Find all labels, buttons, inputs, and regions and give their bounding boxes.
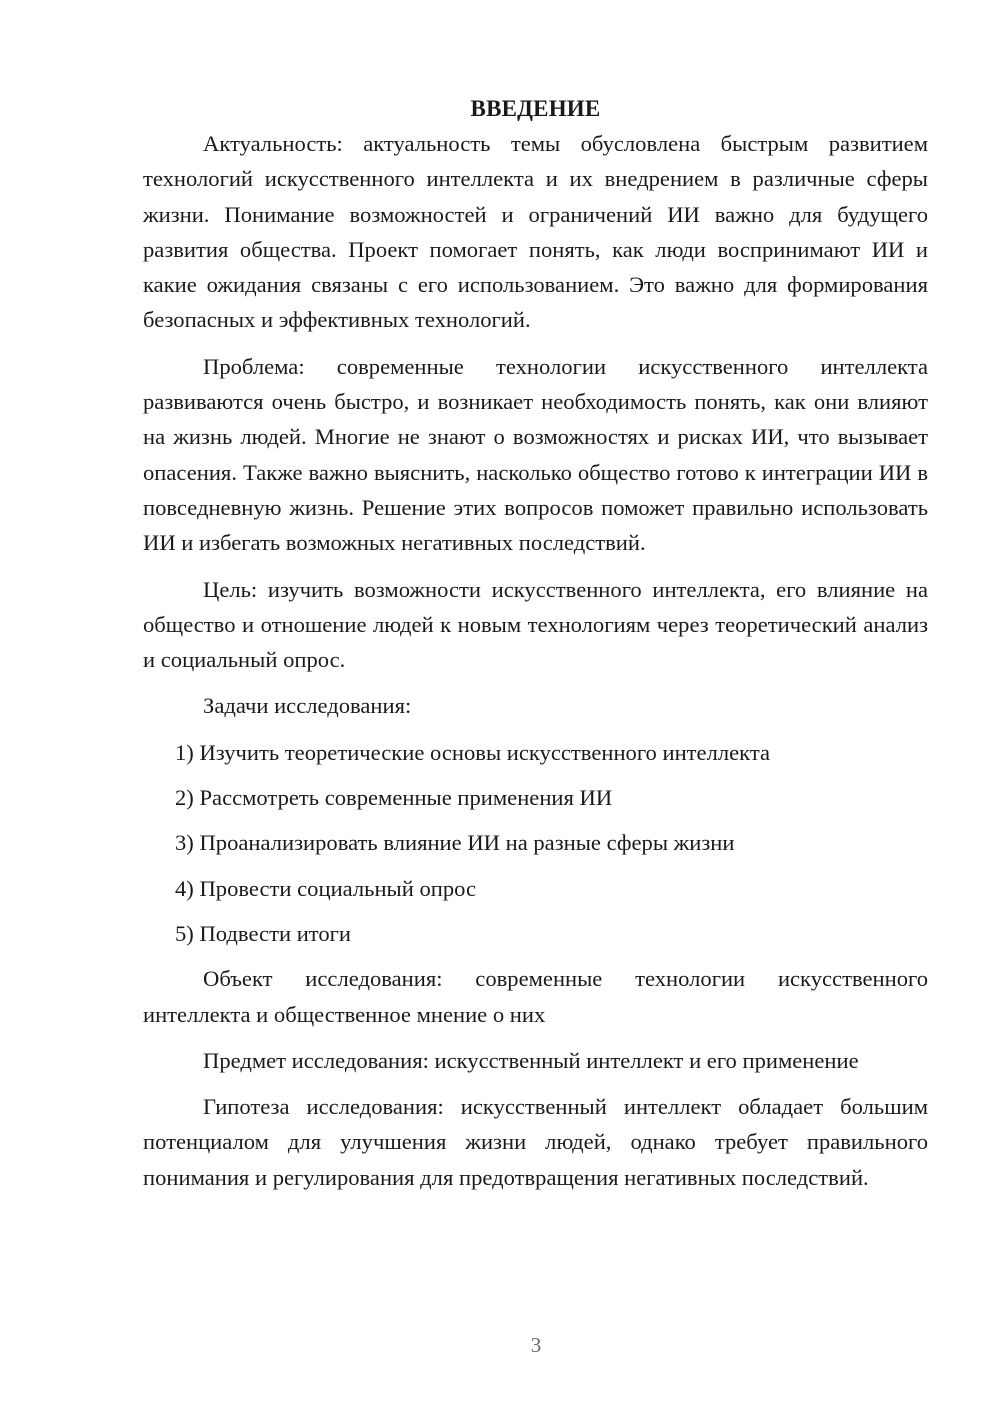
paragraph-subject: Предмет исследования: искусственный интеллект и его применение [203,1047,859,1073]
paragraph-hypothesis: Гипотеза исследования: искусственный интеллект обладает большим потенциалом для улучшения жизни людей, однако требует правильного понимания и регулирования для предотвращения негативных последствий. [143,1094,928,1190]
list-item: 3) Проанализировать влияние ИИ на разные сферы жизни [175,830,735,856]
spacer [143,1078,928,1089]
page-body [143,92,928,1195]
spacer [143,338,928,349]
list-item: 4) Провести социальный опрос [175,875,477,901]
spacer [143,1032,928,1043]
spacer [143,724,928,735]
paragraph-relevance: Актуальность: актуальность темы обусловлена быстрым развитием технологий искусственного интеллекта и их внедрением в различные сферы жизни. Понимание возможностей и ограничений ИИ важно для будущего развития общества. Проект помогает понять, как люди воспринимают ИИ и какие ожидания связаны с его использованием. Это важно для формирования безопасных и эффективных технологий. [143,131,928,333]
tasks-list [143,735,928,951]
list-item: 1) Изучить теоретические основы искусственного интеллекта [175,739,771,765]
paragraph-problem: Проблема: современные технологии искусственного интеллекта развиваются очень быстро, и возникает необходимость понять, как они влияют на жизнь людей. Многие не знают о возможностях и рисках ИИ, что вызывает опасения. Также важно выяснить, насколько общество готово к интеграции ИИ в повседневную жизнь. Решение этих вопросов поможет правильно использовать ИИ и избегать возможных негативных последствий. [143,353,928,556]
page-title: ВВЕДЕНИЕ [470,96,601,121]
spacer [143,677,928,688]
list-item: 2) Рассмотреть современные применения ИИ [175,785,613,811]
paragraph-goal: Цель: изучить возможности искусственного интеллекта, его влияние на общество и отношение людей к новым технологиям через теоретический анализ и социальный опрос. [143,576,928,673]
tasks-heading: Задачи исследования: [203,693,412,719]
paragraph-object: Объект исследования: современные технологии искусственного интеллекта и общественное мнение о них [143,966,928,1027]
page-number: 3 [530,1333,542,1357]
list-item: 5) Подвести итоги [175,920,352,946]
spacer [143,561,928,572]
